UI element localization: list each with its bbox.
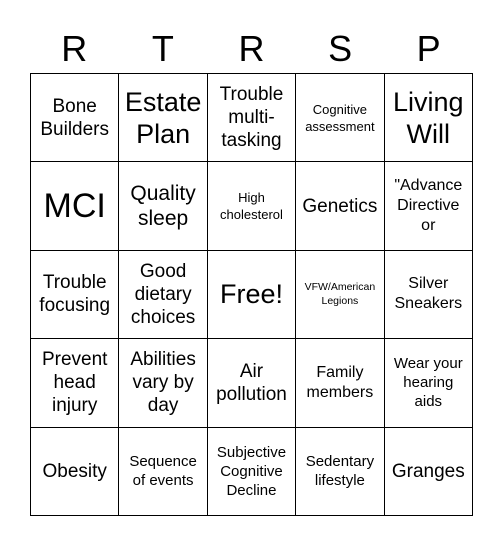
bingo-cell[interactable]	[385, 428, 473, 516]
bingo-cell[interactable]	[385, 162, 473, 250]
cell-text: Good dietary choices	[130, 260, 196, 328]
bingo-cell[interactable]	[119, 339, 207, 427]
bingo-cell[interactable]	[31, 428, 119, 516]
free-cell[interactable]	[208, 251, 296, 339]
bingo-cell[interactable]	[296, 428, 384, 516]
bingo-cell[interactable]	[208, 339, 296, 427]
bingo-cell[interactable]	[385, 339, 473, 427]
bingo-cell[interactable]	[119, 251, 207, 339]
cell-text: MCI	[43, 187, 106, 226]
cell-text: High cholesterol	[220, 190, 283, 223]
cell-text: Air pollution	[216, 360, 287, 405]
cell-text: Wear your hearing aids	[393, 355, 463, 411]
cell-text: Granges	[391, 460, 465, 482]
cell-text: Cognitive assessment	[305, 101, 375, 134]
cell-text: Abilities vary by day	[130, 349, 196, 417]
cell-text: Free!	[219, 279, 283, 310]
bingo-cell[interactable]	[208, 74, 296, 162]
cell-text: VFW/American Legions	[304, 281, 376, 308]
bingo-cell[interactable]	[296, 74, 384, 162]
cell-text: Silver Sneakers	[394, 275, 463, 313]
cell-text: Living Will	[393, 86, 464, 149]
cell-text: Trouble focusing	[39, 272, 111, 317]
header-letter: R	[61, 28, 88, 69]
bingo-cell[interactable]	[296, 339, 384, 427]
bingo-cell[interactable]	[31, 251, 119, 339]
cell-text: Prevent head injury	[41, 349, 108, 417]
bingo-cell[interactable]	[119, 428, 207, 516]
bingo-cell[interactable]	[208, 162, 296, 250]
cell-text: Family members	[306, 363, 374, 401]
bingo-cell[interactable]	[119, 162, 207, 250]
cell-text: Bone Builders	[40, 95, 110, 140]
header-letter: P	[416, 28, 441, 69]
header-letter: R	[238, 28, 265, 69]
header-letter: S	[328, 28, 353, 69]
cell-text: Sedentary lifestyle	[305, 453, 375, 490]
cell-text: Trouble multi- tasking	[219, 84, 284, 152]
cell-text: "Advance Directive or	[394, 177, 463, 235]
bingo-cell[interactable]	[208, 428, 296, 516]
cell-text: Obesity	[42, 460, 107, 482]
bingo-cell[interactable]	[296, 251, 384, 339]
bingo-cell[interactable]	[385, 74, 473, 162]
cell-text: Sequence of events	[129, 453, 197, 490]
bingo-cell[interactable]	[385, 251, 473, 339]
bingo-cell[interactable]	[31, 74, 119, 162]
header-letter: T	[151, 28, 174, 69]
cell-text: Genetics	[302, 195, 378, 217]
bingo-cell[interactable]	[31, 339, 119, 427]
bingo-header	[30, 26, 473, 72]
bingo-cell[interactable]	[31, 162, 119, 250]
bingo-cell[interactable]	[296, 162, 384, 250]
cell-text: Estate Plan	[124, 86, 202, 149]
bingo-grid	[30, 73, 473, 516]
bingo-cell[interactable]	[119, 74, 207, 162]
cell-text: Quality sleep	[130, 182, 196, 231]
cell-text: Subjective Cognitive Decline	[216, 443, 287, 499]
